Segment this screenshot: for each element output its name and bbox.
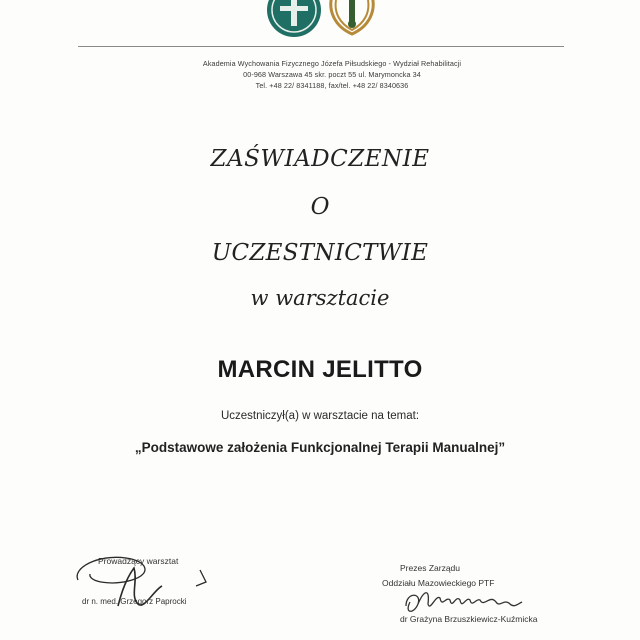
participation-statement: Uczestniczył(a) w warsztacie na temat: — [220, 410, 420, 422]
awf-logo-icon — [266, 0, 322, 38]
ptf-emblem-icon — [326, 0, 378, 38]
left-signatory-title: Prowadzący warsztat — [98, 556, 179, 566]
phone-line: Tel. +48 22/ 8341188, fax/tel. +48 22/ 8340636 — [255, 81, 409, 90]
logos — [262, 0, 392, 42]
left-signatory-name: dr n. med. Grzegorz Paprocki — [82, 597, 187, 606]
certificate-title-o: O — [310, 194, 330, 220]
right-signatory-title: Prezes Zarządu — [400, 563, 460, 573]
address-line: 00-968 Warszawa 45 skr. poczt 55 ul. Marymoncka 34 — [243, 70, 421, 79]
right-signatory-organization: Oddziału Mazowieckiego PTF — [382, 578, 495, 588]
certificate-title-participation: UCZESTNICTWIE — [211, 240, 429, 266]
certificate-title: ZAŚWIADCZENIE — [210, 146, 430, 172]
certificate-title-workshop: w warsztacie — [250, 286, 390, 310]
workshop-topic: „Podstawowe założenia Funkcjonalnej Terapii Manualnej” — [134, 440, 506, 455]
right-signatory-name: dr Grażyna Brzuszkiewicz-Kuźmicka — [400, 614, 538, 624]
recipient-name: MARCIN JELITTO — [217, 356, 423, 383]
header-divider — [78, 46, 564, 47]
institution-line: Akademia Wychowania Fizycznego Józefa Piłsudskiego - Wydział Rehabilitacji — [202, 59, 462, 68]
